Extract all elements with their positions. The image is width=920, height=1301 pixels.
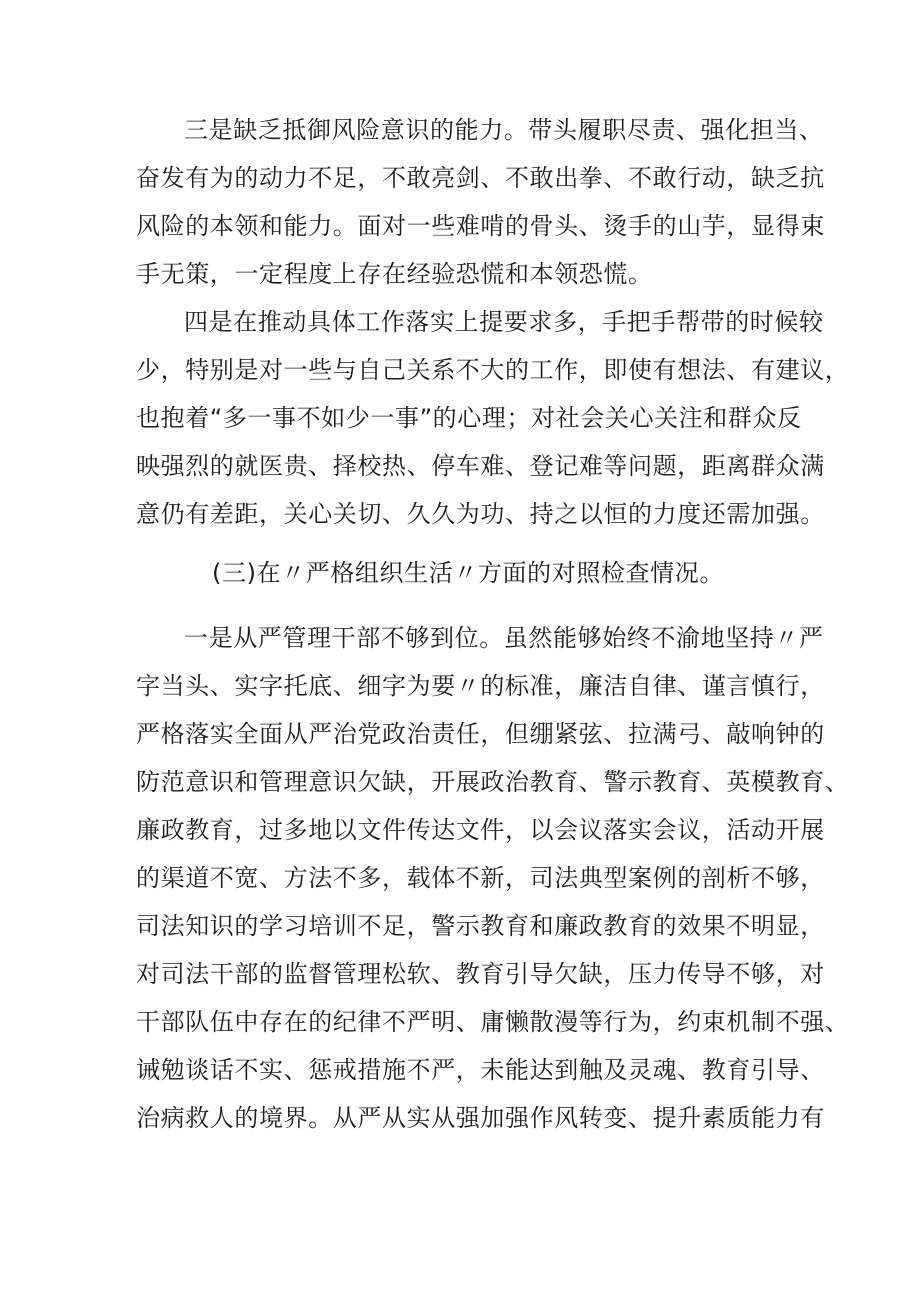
paragraph-4-line-2: 少，特别是对一些与自己关系不大的工作，即使有想法、有建议， xyxy=(136,356,850,384)
paragraph-5-line-6: 的渠道不宽、方法不多，载体不新，司法典型案例的剖析不够， xyxy=(136,864,825,892)
section-heading: (三)在〃严格组织生活〃方面的对照检查情况。 xyxy=(212,559,724,587)
paragraph-5-line-8: 对司法干部的监督管理松软、教育引导欠缺，压力传导不够，对 xyxy=(136,960,825,988)
paragraph-5-line-7: 司法知识的学习培训不足，警示教育和廉政教育的效果不明显， xyxy=(136,912,825,940)
paragraph-5-line-10: 诫勉谈话不实、惩戒措施不严，未能达到触及灵魂、教育引导、 xyxy=(136,1056,825,1084)
paragraph-5-line-11: 治病救人的境界。从严从实从强加强作风转变、提升素质能力有 xyxy=(136,1104,825,1132)
paragraph-5-line-4: 防范意识和管理意识欠缺，开展政治教育、警示教育、英模教育、 xyxy=(136,768,850,796)
paragraph-4-line-5: 意仍有差距，关心关切、久久为功、持之以恒的力度还需加强。 xyxy=(136,500,825,528)
paragraph-3-line-4: 手无策，一定程度上存在经验恐慌和本领恐慌。 xyxy=(136,260,653,288)
paragraph-3-line-3: 风险的本领和能力。面对一些难啃的骨头、烫手的山芋，显得束 xyxy=(136,212,825,240)
paragraph-5-line-1: 一是从严管理干部不够到位。虽然能够始终不渝地坚持〃严 xyxy=(184,624,824,652)
paragraph-4-line-1: 四是在推动具体工作落实上提要求多，手把手帮带的时候较 xyxy=(184,308,824,336)
paragraph-3-line-1: 三是缺乏抵御风险意识的能力。带头履职尽责、强化担当、 xyxy=(184,116,824,144)
paragraph-5-line-9: 干部队伍中存在的纪律不严明、庸懒散漫等行为，约束机制不强、 xyxy=(136,1008,850,1036)
paragraph-4-line-4: 映强烈的就医贵、择校热、停车难、登记难等问题，距离群众满 xyxy=(136,452,825,480)
paragraph-5-line-3: 严格落实全面从严治党政治责任，但绷紧弦、拉满弓、敲响钟的 xyxy=(136,720,825,748)
paragraph-5-line-5: 廉政教育，过多地以文件传达文件，以会议落实会议，活动开展 xyxy=(136,816,825,844)
paragraph-4-line-3: 也抱着“多一事不如少一事”的心理；对社会关心关注和群众反 xyxy=(136,404,802,432)
paragraph-3-line-2: 奋发有为的动力不足，不敢亮剑、不敢出拳、不敢行动，缺乏抗 xyxy=(136,164,825,192)
paragraph-5-line-2: 字当头、实字托底、细字为要〃的标准，廉洁自律、谨言慎行， xyxy=(136,672,825,700)
